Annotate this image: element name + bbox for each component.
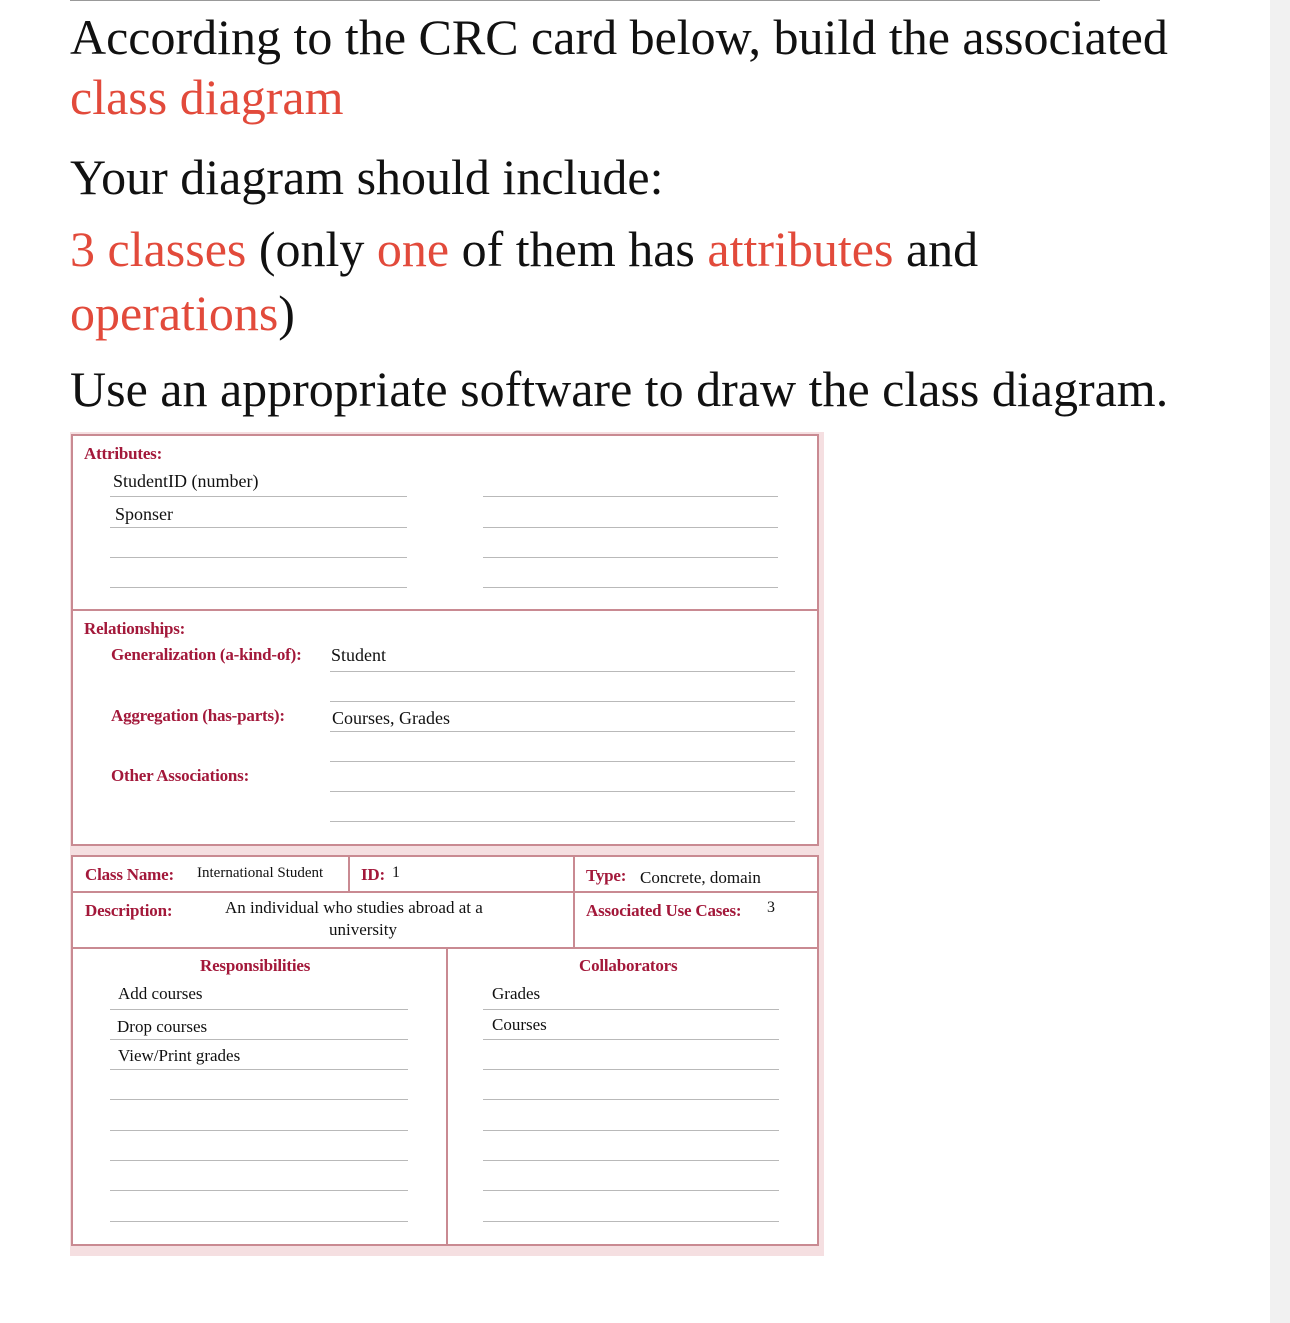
blank-line (110, 1069, 408, 1070)
blank-line (330, 701, 795, 702)
blank-line (483, 1221, 779, 1222)
text-segment: of them has (449, 221, 708, 277)
id-value: 1 (392, 864, 400, 881)
blank-line (483, 1130, 779, 1131)
blank-line (330, 731, 795, 732)
collaborator-item: Grades (492, 984, 541, 1003)
responsibility-item: Drop courses (117, 1017, 208, 1036)
blank-line (483, 1069, 779, 1070)
blank-line (483, 1099, 779, 1100)
question-line-5 (70, 282, 295, 344)
header-divider (72, 947, 818, 949)
blank-line (110, 557, 407, 558)
description-label: Description: (85, 901, 173, 920)
blank-line (110, 496, 407, 497)
question-line-6: Use an appropriate software to draw the class diagram. (70, 361, 1169, 417)
responsibility-item: Add courses (118, 984, 203, 1003)
responsibilities-header: Responsibilities (200, 956, 311, 975)
blank-line (110, 1099, 408, 1100)
blank-line (110, 1221, 408, 1222)
text-segment: ) (278, 285, 295, 341)
question-line-1: According to the CRC card below, build the associated (70, 9, 1168, 65)
question-line-3: Your diagram should include: (70, 149, 664, 205)
top-divider (70, 0, 1100, 1)
highlight-attributes: attributes (707, 221, 894, 277)
blank-line (110, 1039, 408, 1040)
use-cases-label: Associated Use Cases: (586, 901, 742, 920)
highlight-one: one (376, 221, 450, 277)
aggregation-value: Courses, Grades (332, 708, 450, 728)
blank-line (110, 587, 407, 588)
text-segment: and (893, 221, 979, 277)
blank-line (330, 791, 795, 792)
blank-line (110, 1160, 408, 1161)
blank-line (483, 527, 778, 528)
blank-line (330, 761, 795, 762)
highlight-3-classes: 3 classes (70, 221, 247, 277)
attributes-label: Attributes: (84, 444, 163, 463)
type-label: Type: (586, 866, 627, 885)
column-divider (446, 948, 448, 1244)
scrollbar-track[interactable] (1270, 0, 1290, 1323)
blank-line (330, 671, 795, 672)
header-divider (72, 891, 818, 893)
aggregation-label: Aggregation (has-parts): (111, 706, 285, 725)
collaborator-item: Courses (492, 1015, 547, 1034)
id-label: ID: (361, 865, 385, 884)
column-divider (348, 857, 350, 891)
blank-line (483, 587, 778, 588)
generalization-value: Student (331, 645, 387, 665)
attribute-item: StudentID (number) (113, 471, 259, 491)
blank-line (483, 557, 778, 558)
question-line-4 (70, 218, 978, 280)
column-divider (573, 857, 575, 947)
description-line-1: An individual who studies abroad at a (225, 898, 483, 917)
blank-line (110, 1009, 408, 1010)
highlight-operations: operations (70, 285, 279, 341)
description-line-2: university (329, 920, 397, 939)
class-name-label: Class Name: (85, 865, 174, 884)
blank-line (483, 1190, 779, 1191)
use-cases-value: 3 (767, 899, 775, 916)
blank-line (483, 1160, 779, 1161)
blank-line (110, 1190, 408, 1191)
blank-line (483, 1009, 779, 1010)
blank-line (483, 1039, 779, 1040)
collaborators-header: Collaborators (579, 956, 678, 975)
responsibility-item: View/Print grades (118, 1046, 241, 1065)
question-line-2: class diagram (70, 69, 344, 125)
blank-line (330, 821, 795, 822)
generalization-label: Generalization (a-kind-of): (111, 645, 302, 664)
relationships-label: Relationships: (84, 619, 186, 638)
blank-line (110, 1130, 408, 1131)
other-associations-label: Other Associations: (111, 766, 250, 785)
blank-line (483, 496, 778, 497)
attribute-item: Sponser (115, 504, 173, 524)
blank-line (110, 527, 407, 528)
text-segment: (only (246, 221, 377, 277)
type-value: Concrete, domain (640, 868, 761, 887)
section-divider (72, 609, 818, 611)
class-name-value: International Student (197, 865, 324, 881)
